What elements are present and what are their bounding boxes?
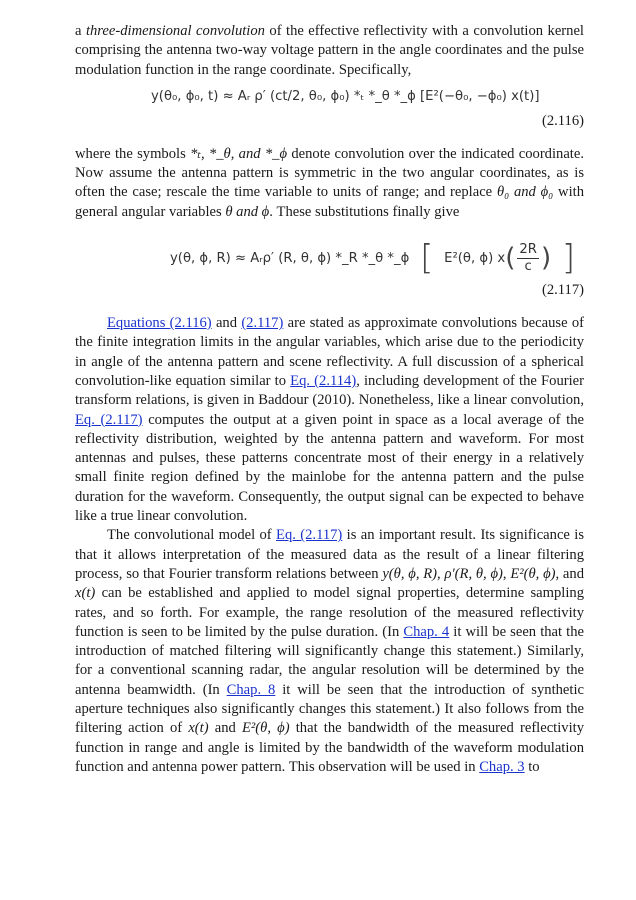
- link-chap-8[interactable]: Chap. 8: [226, 681, 276, 698]
- fraction-2R-over-c: $\frac{2R}{c}$: [519, 241, 537, 274]
- link-chap-3[interactable]: Chap. 3: [479, 758, 525, 775]
- link-eq-2-117-a[interactable]: (2.117): [241, 315, 284, 332]
- document-page: [75, 22, 584, 777]
- paragraph-approximate-convolutions: Equations (2.116) and (2.117) are stated as approximate convolutions because of the finite integration limits in the angular variables, which arise due to the periodicity in angle of the antenna pattern and scene reflectivity. A full discussion of a spherical convolution-like equation similar to Eq. (2.114), including development of the Fourier transform relations, is given in Baddour (2010). Nonetheless, like a linear convolution, Eq. (2.117) computes the output at a given point in space as a local average of the reflectivity distribution, weighted by the antenna pattern and waveform. For most antennas and pulses, these patterns concentrate most of their energy in a relatively small finite region defined by the mainlobe for the antenna pattern and the pulse duration for the waveform. Consequently, the output signal can be expected to behave like a true linear convolution.: [75, 315, 584, 525]
- link-equations-2-116[interactable]: Equations (2.116): [107, 315, 212, 332]
- link-chap-4[interactable]: Chap. 4: [403, 623, 450, 640]
- paragraph-substitutions: where the symbols *ₜ, *_θ, and *_ϕ denote convolution over the indicated coordinate. Now assume the antenna pattern is symmetric in the two angular coordinates, as is often the case; rescale the time variable to units of range; and replace θ₀ and ϕ₀ with general angular variables θ and ϕ. These substitutions finally give: [75, 145, 584, 220]
- equation-2-117: y(θ, ϕ, R) ≈ Aᵣρ′ (R, θ, ϕ) *_R *_θ *_ϕ [ E²(θ, ϕ) x ( $\frac{2R}{c}$ ) ]: [170, 238, 576, 279]
- equation-number-2-116: (2.116): [541, 112, 584, 129]
- equation-number-2-117: (2.117): [541, 282, 584, 299]
- equation-2-117-inner: E²(θ, ϕ) x: [444, 250, 506, 266]
- link-eq-2-117-b[interactable]: Eq. (2.117): [75, 411, 143, 428]
- link-eq-2-114[interactable]: Eq. (2.114): [290, 372, 357, 389]
- paragraph-convolutional-model: The convolutional model of Eq. (2.117) is an important result. Its significance is that it allows interpretation of the measured data as the result of a linear filtering process, so that Fourier transform relations between y(θ, ϕ, R), ρ′(R, θ, ϕ), E²(θ, ϕ), and x(t) can be established and applied to model signal properties, determine sampling rates, and so forth. For example, the range resolution of the measured reflectivity function is seen to be limited by the pulse duration. (In Chap. 4 it will be seen that the introduction of matched filtering will significantly change this statement.) Similarly, for a conventional scanning radar, the angular resolution will be determined by the antenna beamwidth. (In Chap. 8 it will be seen that the introduction of synthetic aperture techniques also significantly changes this statement.) It also follows from the filtering action of x(t) and E²(θ, ϕ) that the bandwidth of the measured reflectivity function in range and angle is limited by the bandwidth of the waveform modulation function and antenna power pattern. This observation will be used in Chap. 3 to: [75, 527, 585, 775]
- equation-2-116: y(θ₀, ϕ₀, t) ≈ Aᵣ ρ′ (ct/2, θ₀, ϕ₀) *ₜ *_θ *_ϕ [E²(−θ₀, −ϕ₀) x(t)]: [151, 88, 540, 104]
- emphasis-3d-convolution: three-dimensional convolution: [85, 23, 265, 39]
- link-eq-2-117-c[interactable]: Eq. (2.117): [276, 527, 343, 544]
- open-bracket: [: [409, 238, 445, 279]
- paragraph-intro: a three-dimensional convolution of the effective reflectivity with a convolution kernel comprising the antenna two-way voltage pattern in the angle coordinates and the pulse modulation function in the range coordinate. Specifically,: [75, 23, 584, 78]
- close-bracket: ]: [551, 238, 576, 279]
- equation-2-117-lhs: y(θ, ϕ, R) ≈ Aᵣρ′ (R, θ, ϕ) *_R *_θ *_ϕ: [170, 250, 410, 266]
